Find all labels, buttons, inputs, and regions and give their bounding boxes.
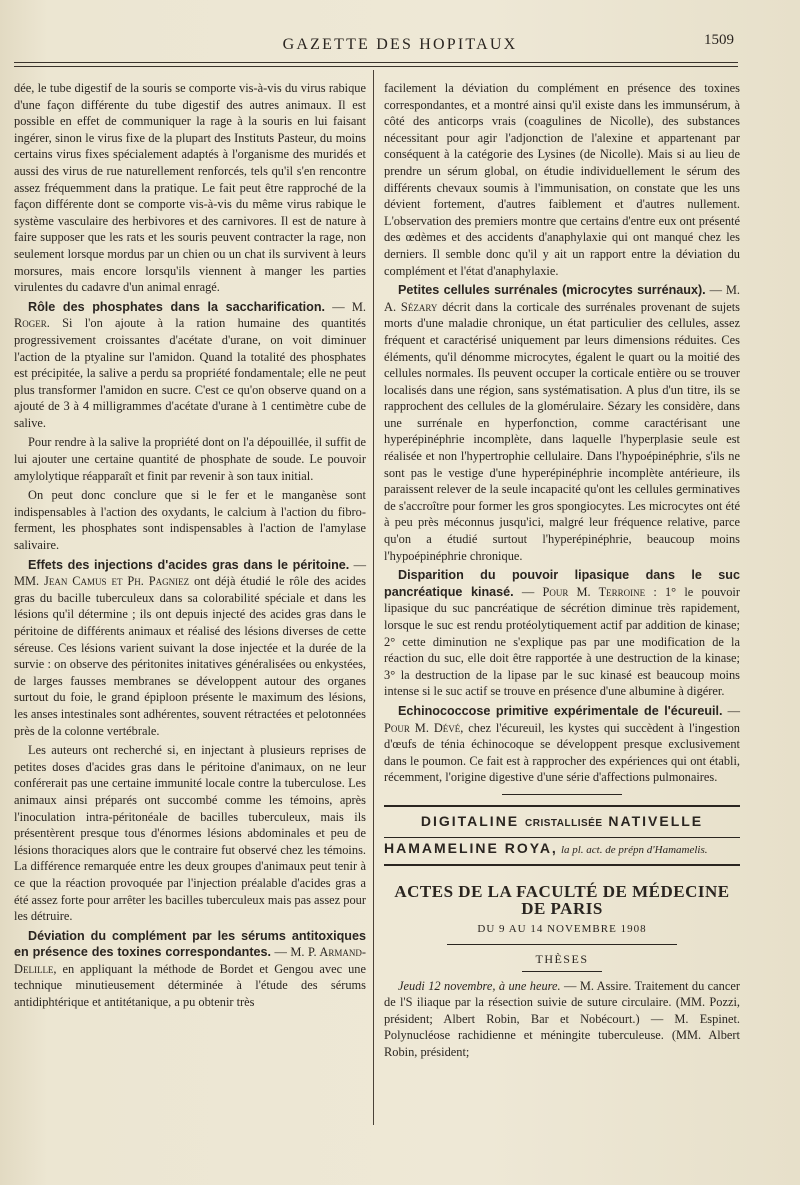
theses-entry — [384, 978, 740, 1061]
section-camus — [14, 557, 366, 740]
section-heading: Déviation du complément par les sérums antitoxiques en présence des toxines correspondantes. — [14, 928, 366, 960]
advertisement-digitaline — [384, 805, 740, 838]
column-divider — [373, 70, 374, 1125]
paragraph: Les auteurs ont recherché si, en injectant à plusieurs reprises de petites doses d'acides gras dans le péritoine d'animaux, on ne leur conférerait pas une certaine immunité locale contre la tuberculose. Les animaux ainsi préparés ont succombé comme les témoins, après l'inoculation intra-péritonéale de bacilles tuberculeux, mais ils présentèrent presque tous d'énormes lésions abdominales et peu de lésions thoraciques alors que le contraire fut observé chez les témoins. La différence remarquée entre les deux groupes d'animaux peut tenir à ce que la réaction provoquée par l'injection préalable d'acides gras a été assez forte pour arrêter les bacilles tuberculeux mais pas assez pour les détruire. — [14, 743, 366, 924]
right-column — [384, 80, 740, 1063]
section-author: — MM. Jean Camus et Ph. Pagniez — [14, 557, 366, 589]
section-heading: Echinococcose primitive expérimentale de l'écureuil. — [398, 703, 723, 718]
faculty-acts-title: ACTES DE LA FACULTÉ DE MÉDECINE DE PARIS — [394, 882, 730, 918]
section-sezary — [384, 282, 740, 564]
left-column — [14, 80, 366, 1014]
section-deve — [384, 703, 740, 786]
paragraph: facilement la déviation du complément en présence des toxines correspondantes, et a montré ainsi qu'il existe dans les immunsérum, à côté des anticorps vrais (coagulines de Nicolle), des substances nécessitant pour agir l'adjonction de l'alexine et appartenant par conséquent à la catégorie des Lysines (de Nicolle). Mais si au lieu de prendre un sérum global, on étudie individuellement le sérum des différents chevaux soumis à l'immunisation, on constate que les uns dévient fortement, d'autres faiblement et d'autres nullement. L'observation des premiers montre que certains d'entre eux ont présenté des œdèmes et des accidents d'anaphylaxie qui ont manqué chez les derniers. Il semble donc qu'il y ait un rapport entre la déviation du complément et l'état d'anaphylaxie. — [384, 81, 740, 278]
section-heading: Disparition du pouvoir lipasique dans le suc pancréatique kinasé. — [384, 568, 740, 599]
section-separator — [502, 794, 622, 795]
theses-rule — [522, 971, 602, 972]
header-rule-bottom — [14, 66, 738, 67]
section-text: Si l'on ajoute à la ration humaine des quantités progressivement croissantes d'acétate d'urane, on voit diminuer l'action de la ptyaline sur l'amidon. Quand la totalité des phosphates est précipitée, la salive a perdu sa propriété fondamentale; elle ne peut plus transformer l'amidon en sucre. C'est ce qu'on observe quand on a ajouté de 3 à 4 milligrammes d'acétate d'urane à 1 centimètre cube de salive. — [14, 316, 366, 430]
section-author: — Pour M. Terroine : — [521, 584, 657, 599]
paragraph: Pour rendre à la salive la propriété dont on l'a dépouillée, il suffit de lui ajouter une certaine quantité de phosphate de soude. Le pouvoir amylolytique réapparaît et finit par revenir à son taux initial. — [14, 435, 366, 483]
journal-title: GAZETTE DES HOPITAUX — [282, 36, 518, 53]
ad-brand: HAMAMELINE ROYA, — [384, 839, 558, 856]
ad-brand: DIGITALINE — [420, 812, 520, 829]
section-text: 1° le pouvoir lipasique du suc pancréatique de sécrétion diminue très rapidement, lorsque le suc est rendu protéolytiquement actif par addition de kinase; 2° cette diminution ne s'explique pas par une modification de la réaction du suc, elle doit être rapportée à une destruction de la kinase; 3° la destruction de la lipase par le suc kinasé est beaucoup moins intense si le suc actif se trouve en présence d'une albumine à digérer. — [384, 584, 740, 699]
ad-maker: NATIVELLE — [608, 812, 704, 829]
section-text: ont déjà étudié le rôle des acides gras du bacille tuberculeux dans sa colorabilité spéciale et dans les lésions qu'il détermine ; ils ont depuis injecté des acides gras dans le péritoine de différents animaux et réalisé des lésions diverses de cette séreuse. Ces lésions varient suivant la dose injectée et la durée de la survie : on observe des péritonites initatives généralisées ou enkystées, de larges fausses membranes se développent autour des organes surtout du foie, le grand épiploon présente le maximum des lésions, les anses intestinales sont adhérentes, souvent rétractées et pelotonnées près de la colonne vertébrale. — [14, 574, 367, 738]
paragraph: On peut donc conclure que si le fer et le manganèse sont indispensables à l'action des oxydants, le calcium à l'action du fibro-ferment, les phosphates sont indispensables à l'action de l'amylase salivaire. — [14, 488, 366, 553]
section-roger — [14, 299, 366, 432]
advertisement-hamameline — [384, 838, 740, 867]
section-author: — M. P. Armand-Delille, — [14, 945, 367, 976]
section-author: — M. Roger. — [14, 299, 366, 331]
theses-text: — M. Assire. Traitement du cancer de l'S iliaque par la résection suivie de suture circulaire. (MM. Pozzi, président; Albert Robin, Bar et Nobécourt.) — M. Espinet. Polynucléose rachidienne et méningite tuberculeuse. (MM. Albert Robin, président; — [384, 978, 740, 1059]
section-heading: Rôle des phosphates dans la saccharification. — [28, 299, 326, 314]
ad-tagline: la pl. act. de prépn d'Hamamelis. — [560, 843, 708, 856]
theses-heading: THÈSES — [535, 951, 589, 966]
section-armand-delille — [14, 928, 366, 1011]
page-header — [0, 30, 800, 60]
theses-date: Jeudi 12 novembre, à une heure. — [398, 978, 561, 993]
section-text: en appliquant la méthode de Bordet et Gengou avec une technique minutieusement déterminée à l'étude des sérums antidiphtérique et antitétanique, a pu obtenir très — [14, 961, 366, 1010]
section-heading: Petites cellules surrénales (microcytes surrénaux). — [398, 283, 706, 298]
faculty-acts-rule — [447, 944, 677, 945]
section-author: — Pour M. Dévé, — [384, 703, 740, 735]
section-author: — M. A. Sézary — [384, 283, 740, 314]
header-rule-top — [14, 62, 738, 63]
section-terroine — [384, 567, 740, 700]
page-number: 1509 — [704, 32, 734, 48]
section-text: décrit dans la corticale des surrénales provenant de sujets morts d'une maladie chronique, un état particulier des cellules, assez fréquent et caractérisé uniquement par leurs dimensions réduites. Ces éléments, qu'il dénomme microcytes, égalent le quart ou la moitié des cellules normales. Ils peuvent occuper la corticale entière ou se trouver localisés dans une région, sans systématisation. A plus d'un titre, ils se rapprochent des cellules de la glomérulaire. Sézary les considère, dans une surrénale en hyperfonction, comme caractérisant une hyperépinéphrie incomplète, dans laquelle l'hyperplasie seule est réalisée et non l'hypertrophie cellulaire. Dans l'hypoépinéphrie, s'ils ne sont pas le vestige d'une hyperépinéphrie incomplète antérieure, ils paraissent relever de la seule incapacité qu'ont les cellules germinatives de s'accroître pour former les gros spongiocytes. Les microcytes ont été à peu près méconnus jusqu'ici, malgré leur fréquence relative, parce qu'on a étudié surtout l'hyperépinéphrie, beaucoup moins l'hypoépinéphrie chronique. — [384, 299, 740, 563]
paragraph: dée, le tube digestif de la souris se comporte vis-à-vis du virus rabique d'une façon différente du tube digestif des autres animaux. Il est possible en effet de communiquer la rage à la souris en lui faisant ingérer, sinon le virus fixe de la plupart des Instituts Pasteur, du moins certains virus fixes spécialement adaptés à l'organisme des muridés et aussi des virus de rue naturellement renforcés, tels qu'il s'en rencontre assez fréquemment dans la pratique. Le fait peut être rapproché de la façon différente dont se comporte vis-à-vis du même virus rabique le système vasculaire des herbivores et des carnivores. Il est de nature à faire supposer que les rats et les souris peuvent contracter la rage, non seulement lorsque mordus par un chien ou un chat ils survivent à leurs morsures, mais encore lorsqu'ils viennent à manger les parties virulentes du cadavre d'un animal enragé. — [14, 81, 366, 295]
section-heading: Effets des injections d'acides gras dans le péritoine. — [28, 557, 350, 572]
ad-qualifier: CRISTALLISÉE — [525, 817, 603, 829]
faculty-acts-dates: DU 9 AU 14 NOVEMBRE 1908 — [477, 923, 647, 936]
section-text: chez l'écureuil, les kystes qui succèdent à l'ingestion d'œufs de ténia échinocoque se développent presque exclusivement dans le poumon. Ce fait est à rapprocher des expériences qui ont établi, récemment, l'origine digestive d'une série d'affections pulmonaires. — [384, 720, 740, 785]
